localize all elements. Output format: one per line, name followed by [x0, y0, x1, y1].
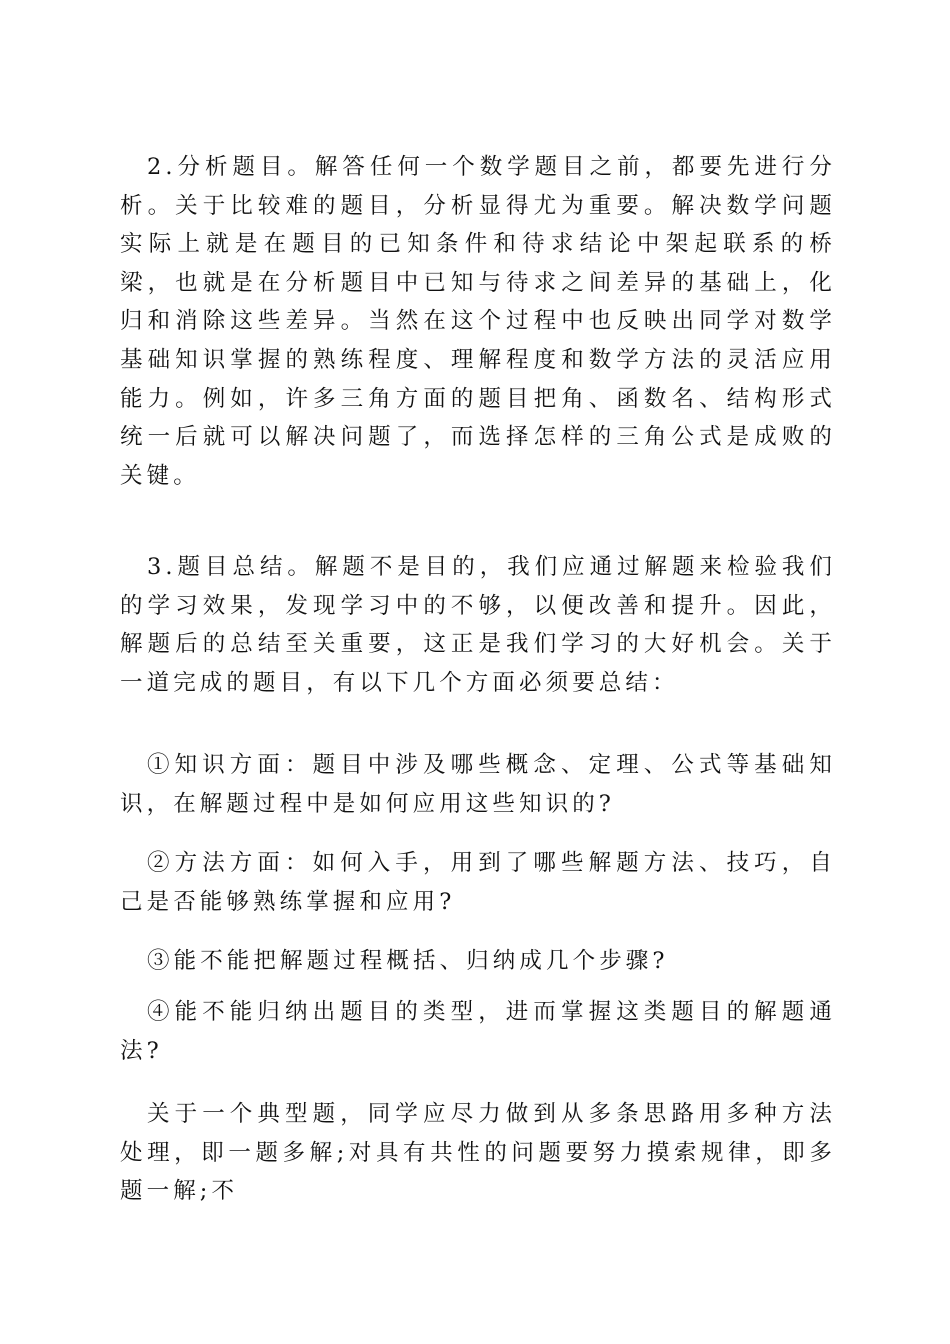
list-item-knowledge: ①知识方面：题目中涉及哪些概念、定理、公式等基础知识，在解题过程中是如何应用这些知识的? — [120, 752, 836, 817]
list-item-problem-type: ④能不能归纳出题目的类型，进而掌握这类题目的解题通法? — [120, 999, 836, 1064]
paragraph-problem-summary: 3.题目总结。解题不是目的，我们应通过解题来检验我们的学习效果，发现学习中的不够，以便改善和提升。因此，解题后的总结至关重要，这正是我们学习的大好机会。关于一道完成的题目，有以下几个方面必须要总结： — [120, 554, 836, 696]
paragraph-analyze-problem: 2.分析题目。解答任何一个数学题目之前，都要先进行分析。关于比较难的题目，分析显得尤为重要。解决数学问题实际上就是在题目的已知条件和待求结论中架起联系的桥梁，也就是在分析题目中已知与待求之间差异的基础上，化归和消除这些差异。当然在这个过程中也反映出同学对数学基础知识掌握的熟练程度、理解程度和数学方法的灵活应用能力。例如，许多三角方面的题目把角、函数名、结构形式统一后就可以解决问题了，而选择怎样的三角公式是成败的关键。 — [120, 154, 836, 489]
list-item-steps: ③能不能把解题过程概括、归纳成几个步骤? — [147, 948, 669, 974]
paragraph-typical-problem: 关于一个典型题，同学应尽力做到从多条思路用多种方法处理，即一题多解;对具有共性的问题要努力摸索规律，即多题一解;不 — [120, 1101, 836, 1205]
list-item-method: ②方法方面：如何入手，用到了哪些解题方法、技巧，自己是否能够熟练掌握和应用? — [120, 850, 836, 915]
